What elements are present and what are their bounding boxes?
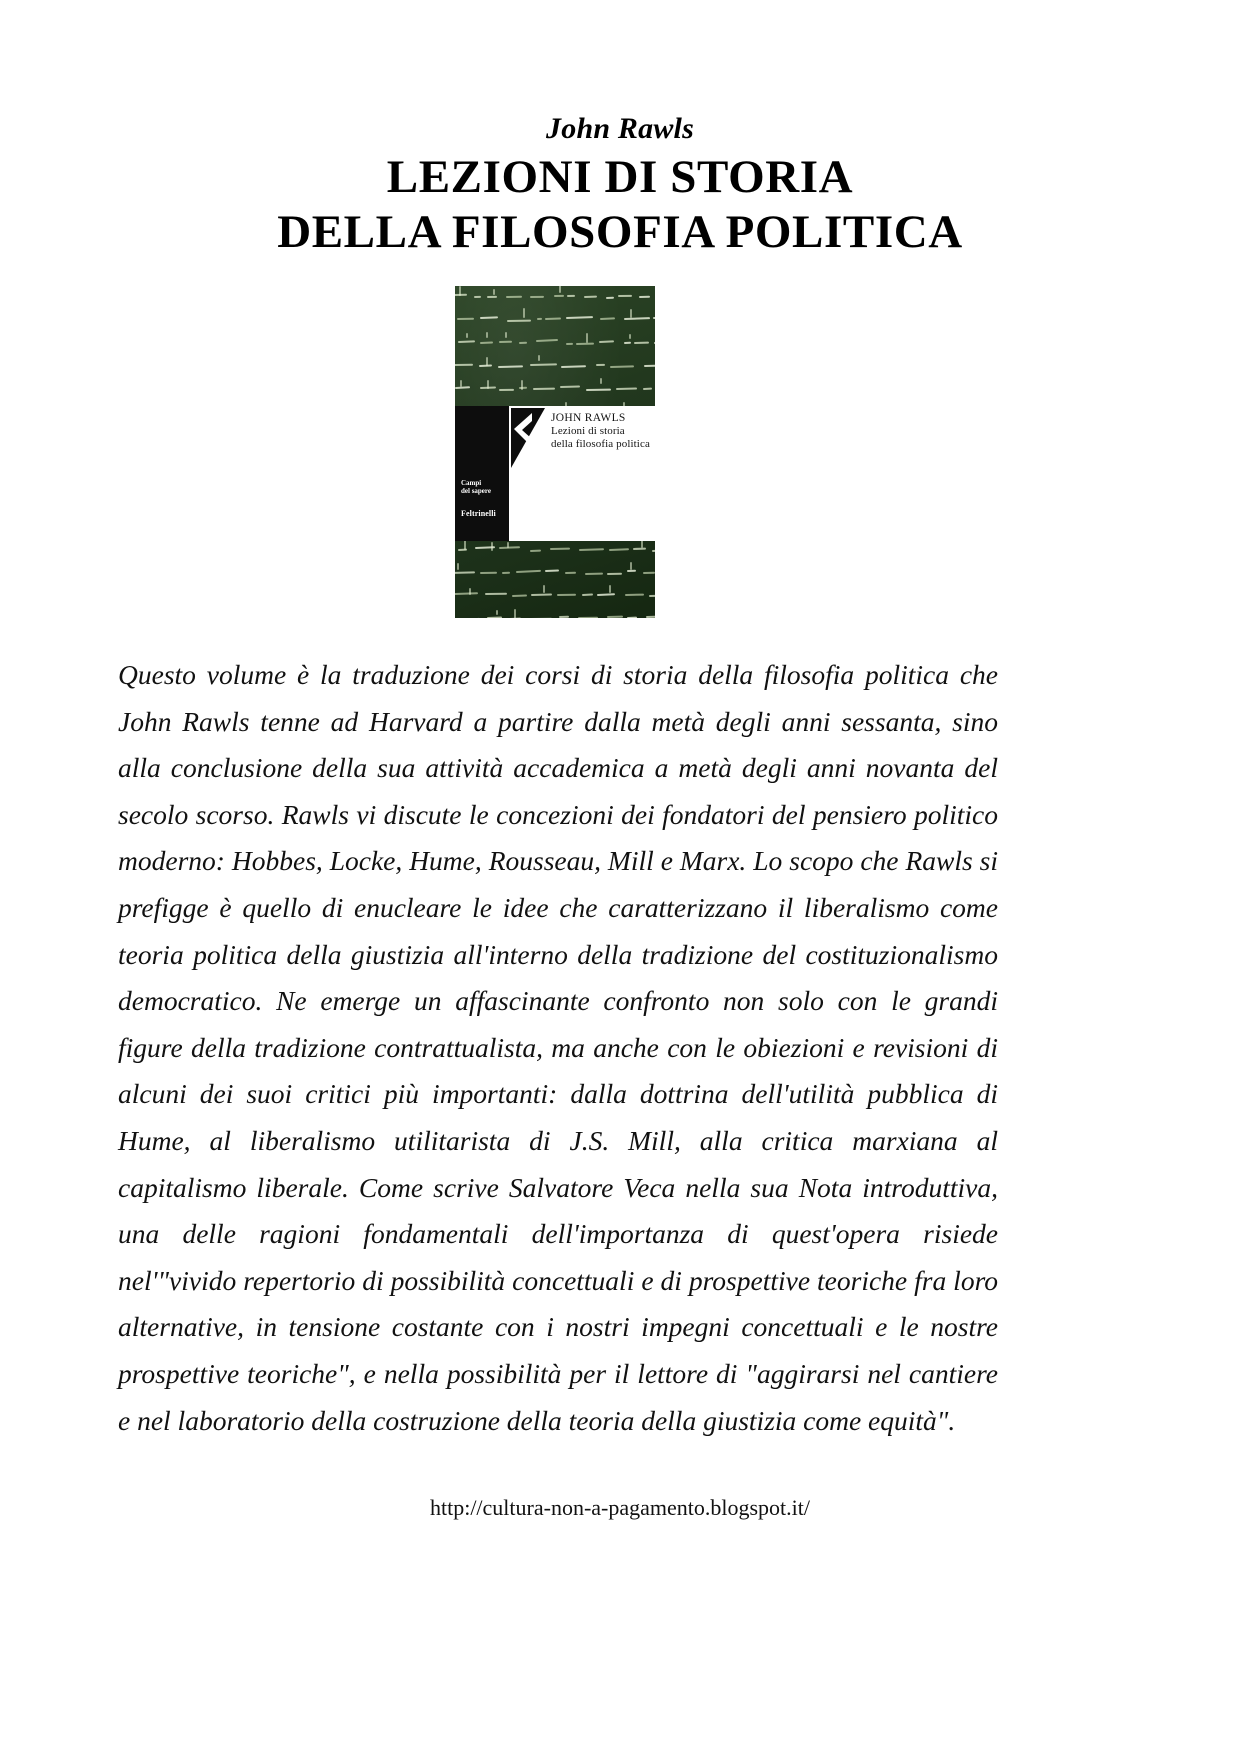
handwriting-stroke — [643, 572, 655, 574]
title-line-2: DELLA FILOSOFIA POLITICA — [277, 206, 963, 259]
handwriting-stroke — [565, 572, 576, 574]
handwriting-stroke — [643, 387, 652, 389]
blurb-text — [118, 652, 998, 1444]
handwriting-stroke — [512, 594, 527, 596]
handwriting-stroke — [600, 317, 615, 320]
handwriting-stroke — [579, 548, 604, 551]
handwriting-stroke — [530, 549, 541, 551]
handwriting-stroke — [560, 386, 580, 388]
handwriting-stroke — [485, 593, 507, 595]
handwriting-stroke — [491, 542, 493, 551]
handwriting-stroke — [559, 286, 561, 293]
handwriting-stroke — [609, 548, 629, 551]
handwriting-stroke — [530, 296, 544, 298]
handwriting-stroke — [514, 609, 516, 618]
handwriting-stroke — [531, 593, 552, 596]
handwriting-stroke — [457, 317, 474, 319]
handwriting-stroke — [627, 570, 636, 572]
handwriting-stroke — [457, 563, 459, 570]
handwriting-stroke — [624, 342, 631, 344]
handwriting-stroke — [487, 616, 502, 618]
handwriting-stroke — [521, 380, 523, 390]
handwriting-stroke — [646, 616, 655, 618]
handwriting-stroke — [567, 294, 575, 296]
handwriting-stroke — [566, 316, 593, 319]
handwriting-stroke — [618, 294, 632, 296]
handwriting-stroke — [455, 386, 470, 389]
handwriting-stroke — [627, 616, 638, 618]
handwriting-stroke — [460, 380, 462, 387]
handwriting-stroke — [629, 334, 631, 339]
handwriting-stroke — [545, 318, 561, 321]
handwriting-stroke — [633, 547, 646, 549]
footer-url: http://cultura-non-a-pagamento.blogspot.it/ — [429, 1495, 811, 1520]
handwriting-stroke — [630, 562, 632, 570]
cover-series-band — [455, 406, 509, 541]
handwriting-stroke — [536, 339, 559, 342]
handwriting-stroke — [578, 617, 598, 618]
handwriting-stroke — [499, 388, 514, 390]
handwriting-stroke — [582, 593, 593, 595]
handwriting-stroke — [480, 341, 494, 344]
cover-title-label — [509, 406, 655, 541]
handwriting-stroke — [599, 340, 614, 343]
blurb-paragraph: Questo volume è la traduzione dei corsi di storia della filosofia politica che John Rawls tenne ad Harvard a partire dalla metà degli anni sessanta, sino alla conclusione della sua attività accademica a metà degli anni novanta del secolo scorso. Rawls vi discute le concezioni dei fondatori del pensiero politico moderno: Hobbes, Locke, Hume, Rousseau, Mill e Marx. Lo scopo che Rawls si prefigge è quello di enucleare le idee che caratterizzano il liberalismo come teoria politica della giustizia all'interno della tradizione del costituzionalismo democratico. Ne emerge un affascinante confronto non solo con le grandi figure della tradizione contrattualista, ma anche con le obiezioni e revisioni di alcuni dei suoi critici più importanti: dalla dottrina dell'utilità pubblica di Hume, al liberalismo utilitarista di J.S. Mill, alla critica marxiana al capitalismo liberale. Come scrive Salvatore Veca nella sua Nota introduttiva, una delle ragioni fondamentali dell'importanza di quest'opera risiede nel'"vivido repertorio di possibilità concettuali e di prospettive teoriche fra loro alternative, in tensione costante con i nostri impegni concettuali e le nostre prospettive teoriche", e nella possibilità per il lettore di "aggirarsi nel cantiere e nel laboratorio della costruzione della teoria della giustizia come equità". — [118, 659, 998, 1436]
handwriting-stroke — [550, 547, 570, 549]
handwriting-stroke — [455, 593, 478, 596]
handwriting-stroke — [455, 571, 475, 574]
handwriting-stroke — [459, 286, 461, 296]
handwriting-stroke — [507, 320, 531, 322]
handwriting-stroke — [607, 616, 623, 618]
handwriting-stroke — [499, 547, 520, 550]
handwriting-stroke — [586, 333, 588, 344]
handwriting-stroke — [530, 363, 557, 366]
handwriting-stroke — [516, 570, 541, 573]
handwriting-stroke — [533, 388, 555, 390]
handwriting-stroke — [649, 595, 655, 597]
handwriting-stroke — [480, 572, 497, 574]
handwriting-stroke — [523, 308, 525, 318]
handwriting-stroke — [596, 364, 605, 366]
handwriting-stroke — [597, 593, 616, 596]
handwriting-stroke — [606, 297, 614, 299]
handwriting-stroke — [644, 364, 655, 367]
handwriting-stroke — [474, 296, 481, 298]
handwriting-stroke — [566, 343, 573, 345]
handwriting-stroke — [561, 365, 586, 368]
handwriting-stroke — [543, 585, 545, 593]
handwriting-stroke — [480, 316, 499, 319]
title-line-1: LEZIONI DI STORIA — [386, 150, 854, 203]
handwriting-stroke — [616, 387, 637, 389]
book-cover-image — [455, 286, 655, 618]
document-header — [0, 112, 1240, 261]
handwriting-stroke — [609, 585, 611, 593]
handwriting-stroke — [487, 296, 497, 298]
handwriting-stroke — [652, 550, 655, 552]
handwriting-stroke — [486, 332, 488, 337]
handwriting-stroke — [557, 594, 576, 596]
handwriting-stroke — [466, 333, 468, 339]
handwriting-stroke — [630, 309, 632, 317]
book-cover — [455, 286, 655, 618]
handwriting-stroke — [498, 365, 523, 368]
handwriting-stroke — [502, 572, 510, 574]
handwriting-stroke — [653, 317, 655, 319]
handwriting-stroke — [624, 317, 650, 320]
series-name — [461, 480, 491, 496]
author-name: John Rawls — [546, 112, 694, 145]
handwriting-stroke — [458, 340, 475, 343]
handwriting-stroke — [625, 594, 644, 596]
handwriting-stroke — [554, 295, 564, 297]
handwriting-stroke — [600, 378, 602, 384]
handwriting-stroke — [487, 380, 489, 389]
handwriting-stroke — [545, 570, 559, 572]
cover-title-line-1: Lezioni di storia — [551, 425, 625, 438]
chevron-left-icon — [511, 408, 545, 470]
handwriting-stroke — [493, 289, 495, 295]
handwriting-stroke — [610, 365, 634, 368]
handwriting-stroke — [519, 342, 527, 344]
cover-label-text — [551, 412, 651, 450]
handwriting-stroke — [496, 610, 498, 615]
publisher-name: Feltrinelli — [461, 509, 496, 518]
handwriting-stroke — [537, 317, 542, 319]
handwriting-stroke — [639, 295, 650, 297]
handwriting-stroke — [505, 332, 507, 338]
handwriting-stroke — [654, 342, 655, 344]
handwriting-stroke — [607, 573, 622, 575]
handwriting-stroke — [455, 294, 467, 296]
series-line-2: del sapere — [461, 486, 492, 495]
handwriting-stroke — [538, 355, 540, 362]
handwriting-stroke — [559, 616, 569, 618]
handwriting-stroke — [455, 364, 473, 366]
series-line-1: Campi — [461, 479, 482, 487]
handwriting-stroke — [499, 340, 512, 342]
cover-author: JOHN RAWLS — [551, 412, 626, 424]
handwriting-stroke — [469, 588, 471, 595]
handwriting-stroke — [507, 542, 509, 548]
handwriting-stroke — [586, 389, 611, 391]
handwriting-stroke — [464, 540, 466, 550]
handwriting-stroke — [634, 342, 649, 344]
page-title — [0, 150, 1240, 261]
handwriting-stroke — [584, 296, 597, 298]
handwriting-stroke — [585, 572, 603, 574]
cover-title-line-2: della filosofia politica — [551, 437, 650, 450]
handwriting-stroke — [506, 296, 522, 298]
